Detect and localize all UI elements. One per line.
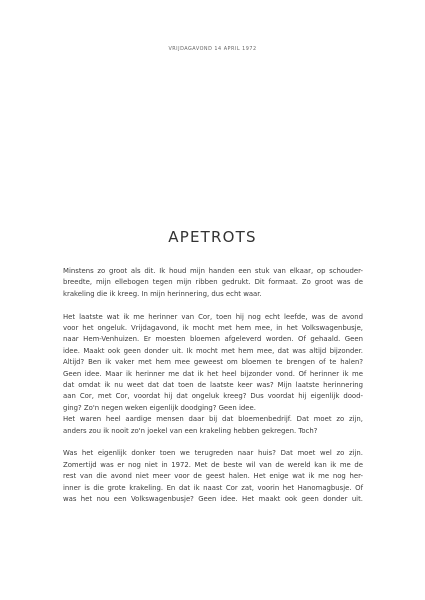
text-line: rest van die avond niet meer voor de geest halen. Het enige wat ik me nog her- bbox=[63, 472, 363, 481]
body-text bbox=[63, 266, 363, 506]
paragraph bbox=[63, 448, 363, 505]
text-line: Geen idee. Maar ik herinner me dat ik het heel bijzonder vond. Of herinner ik me bbox=[63, 369, 363, 378]
paragraph bbox=[63, 312, 363, 437]
text-line: Altijd? Ben ik vaker met hem mee geweest om bloemen te brengen of te halen? bbox=[63, 358, 363, 367]
text-line: idee. Maakt ook geen donder uit. Ik mocht met hem mee, dat was altijd bijzonder. bbox=[63, 346, 363, 355]
paragraph bbox=[63, 266, 363, 300]
text-line: krakeling die ik kreeg. In mijn herinnering, dus echt waar. bbox=[63, 289, 262, 298]
text-line: Zomertijd was er nog niet in 1972. Met de beste wil van de wereld kan ik me de bbox=[63, 460, 363, 469]
text-line: inner is die grote krakeling. En dat ik naast Cor zat, voorin het Hanomagbusje. Of bbox=[63, 483, 363, 492]
text-line: was het nou een Volkswagenbusje? Geen idee. Het maakt ook geen donder uit. bbox=[63, 495, 363, 504]
text-line: ging? Zo'n negen weken eigenlijk doodging? Geen idee. bbox=[63, 403, 256, 412]
paragraph-gap bbox=[63, 300, 363, 311]
text-line: aan Cor, met Cor, voordat hij dat ongeluk kreeg? Dus voordat hij eigenlijk dood- bbox=[63, 392, 363, 401]
paragraph-gap bbox=[63, 437, 363, 448]
text-line: breedte, mijn ellebogen tegen mijn ribben gedrukt. Dit formaat. Zo groot was de bbox=[63, 278, 363, 287]
text-line: Was het eigenlijk donker toen we terugreden naar huis? Dat moet wel zo zijn. bbox=[63, 449, 363, 458]
text-line: Het waren heel aardige mensen daar bij dat bloemenbedrijf. Dat moet zo zijn, bbox=[63, 415, 363, 424]
text-line: Minstens zo groot als dit. Ik houd mijn handen een stuk van elkaar, op schouder- bbox=[63, 267, 363, 275]
text-line: anders zou ik nooit zo'n joekel van een krakeling hebben gekregen. Toch? bbox=[63, 426, 318, 435]
running-head: VRIJDAGAVOND 14 APRIL 1972 bbox=[168, 46, 257, 52]
text-line: voor het ongeluk. Vrijdagavond, ik mocht met hem mee, in het Volkswagenbusje, bbox=[63, 324, 363, 333]
text-line: naar Hem-Venhuizen. Er moesten bloemen afgeleverd worden. Of gehaald. Geen bbox=[63, 335, 363, 344]
chapter-title: APETROTS bbox=[168, 228, 257, 246]
text-line: Het laatste wat ik me herinner van Cor, toen hij nog echt leefde, was de avond bbox=[63, 312, 363, 321]
text-line: dat omdat ik nu weet dat dat toen de laatste keer was? Mijn laatste herinnering bbox=[63, 381, 363, 390]
